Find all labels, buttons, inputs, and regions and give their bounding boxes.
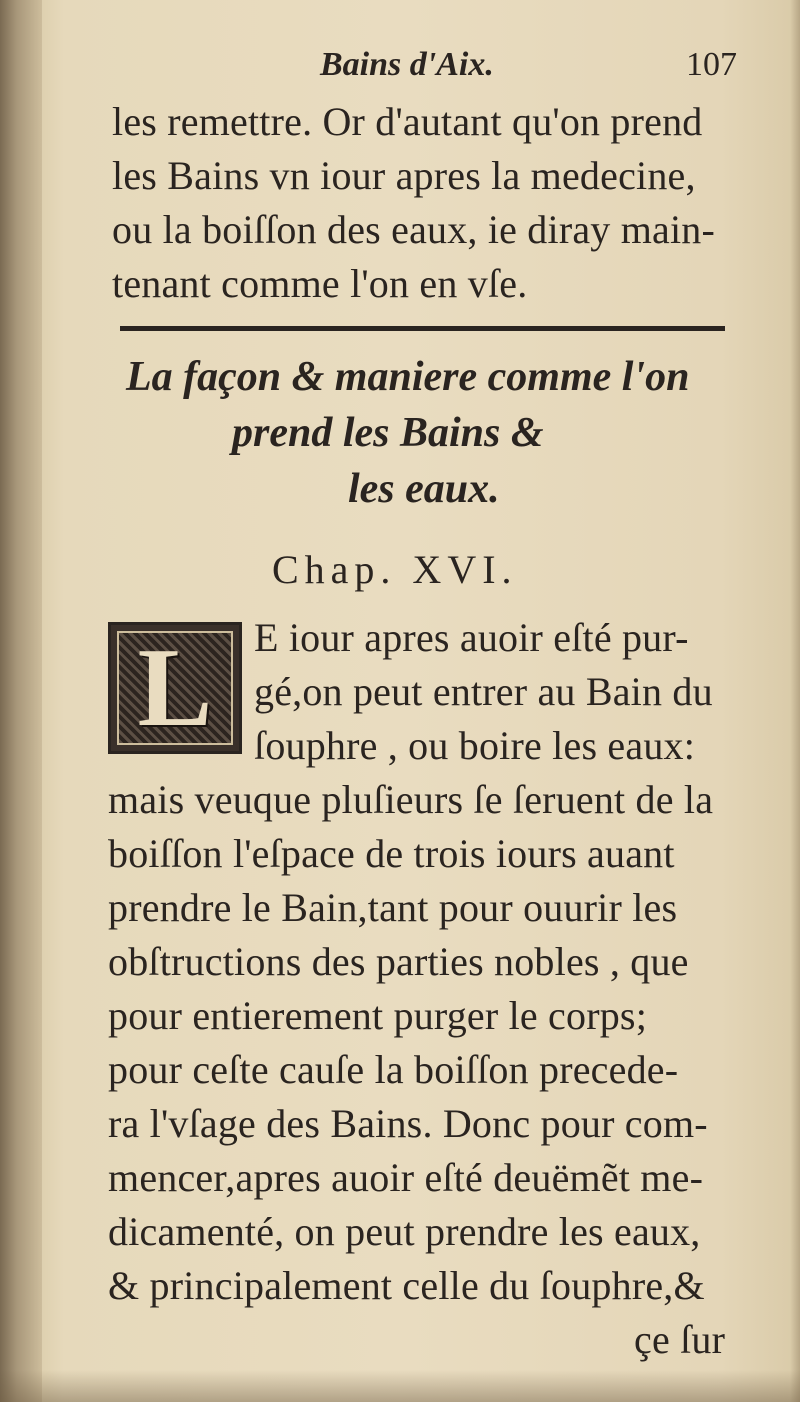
chapter-heading: Chap. XVI. <box>272 547 518 592</box>
running-head: Bains d'Aix. <box>320 46 494 83</box>
section-title-line: prend les Bains & <box>232 410 544 456</box>
ornamental-initial <box>108 622 242 754</box>
body-line: & principalement celle du ſouphre,& <box>108 1263 705 1308</box>
body-line: ſouphre , ou boire les eaux: <box>254 723 696 768</box>
body-line: pour ceſte cauſe la boiſſon precede- <box>108 1047 679 1092</box>
body-line: E iour apres auoir eſté pur- <box>254 615 689 660</box>
initial-letter: L <box>137 626 213 750</box>
intro-line: les Bains vn iour apres la medecine, <box>112 153 696 198</box>
body-line: ra l'vſage des Bains. Donc pour com- <box>108 1101 708 1146</box>
body-line: mencer,apres auoir eſté deuëmẽt me- <box>108 1155 704 1200</box>
body-line: obſtructions des parties nobles , que <box>108 939 689 984</box>
section-rule <box>120 326 725 331</box>
section-title-line: les eaux. <box>348 466 500 512</box>
page-edge-shadow <box>790 0 800 1402</box>
catchword: çe ſur <box>634 1317 726 1362</box>
body-line: gé,on peut entrer au Bain du <box>254 669 713 714</box>
body-line: prendre le Bain,tant pour ouurir les <box>108 885 678 930</box>
body-line: boiſſon l'eſpace de trois iours auant <box>108 831 675 876</box>
page-number: 107 <box>686 46 737 83</box>
intro-line: tenant comme l'on en vſe. <box>112 261 528 306</box>
intro-line: les remettre. Or d'autant qu'on prend <box>112 99 703 144</box>
body-line: pour entierement purger le corps; <box>108 993 648 1038</box>
section-title-line: La façon & maniere comme l'on <box>126 354 690 400</box>
body-line: dicamenté, on peut prendre les eaux, <box>108 1209 701 1254</box>
body-line: mais veuque pluſieurs ſe ſeruent de la <box>108 777 714 822</box>
page-gutter <box>0 0 42 1402</box>
intro-line: ou la boiſſon des eaux, ie diray main- <box>112 207 715 252</box>
page-bottom-shadow <box>0 1370 800 1402</box>
